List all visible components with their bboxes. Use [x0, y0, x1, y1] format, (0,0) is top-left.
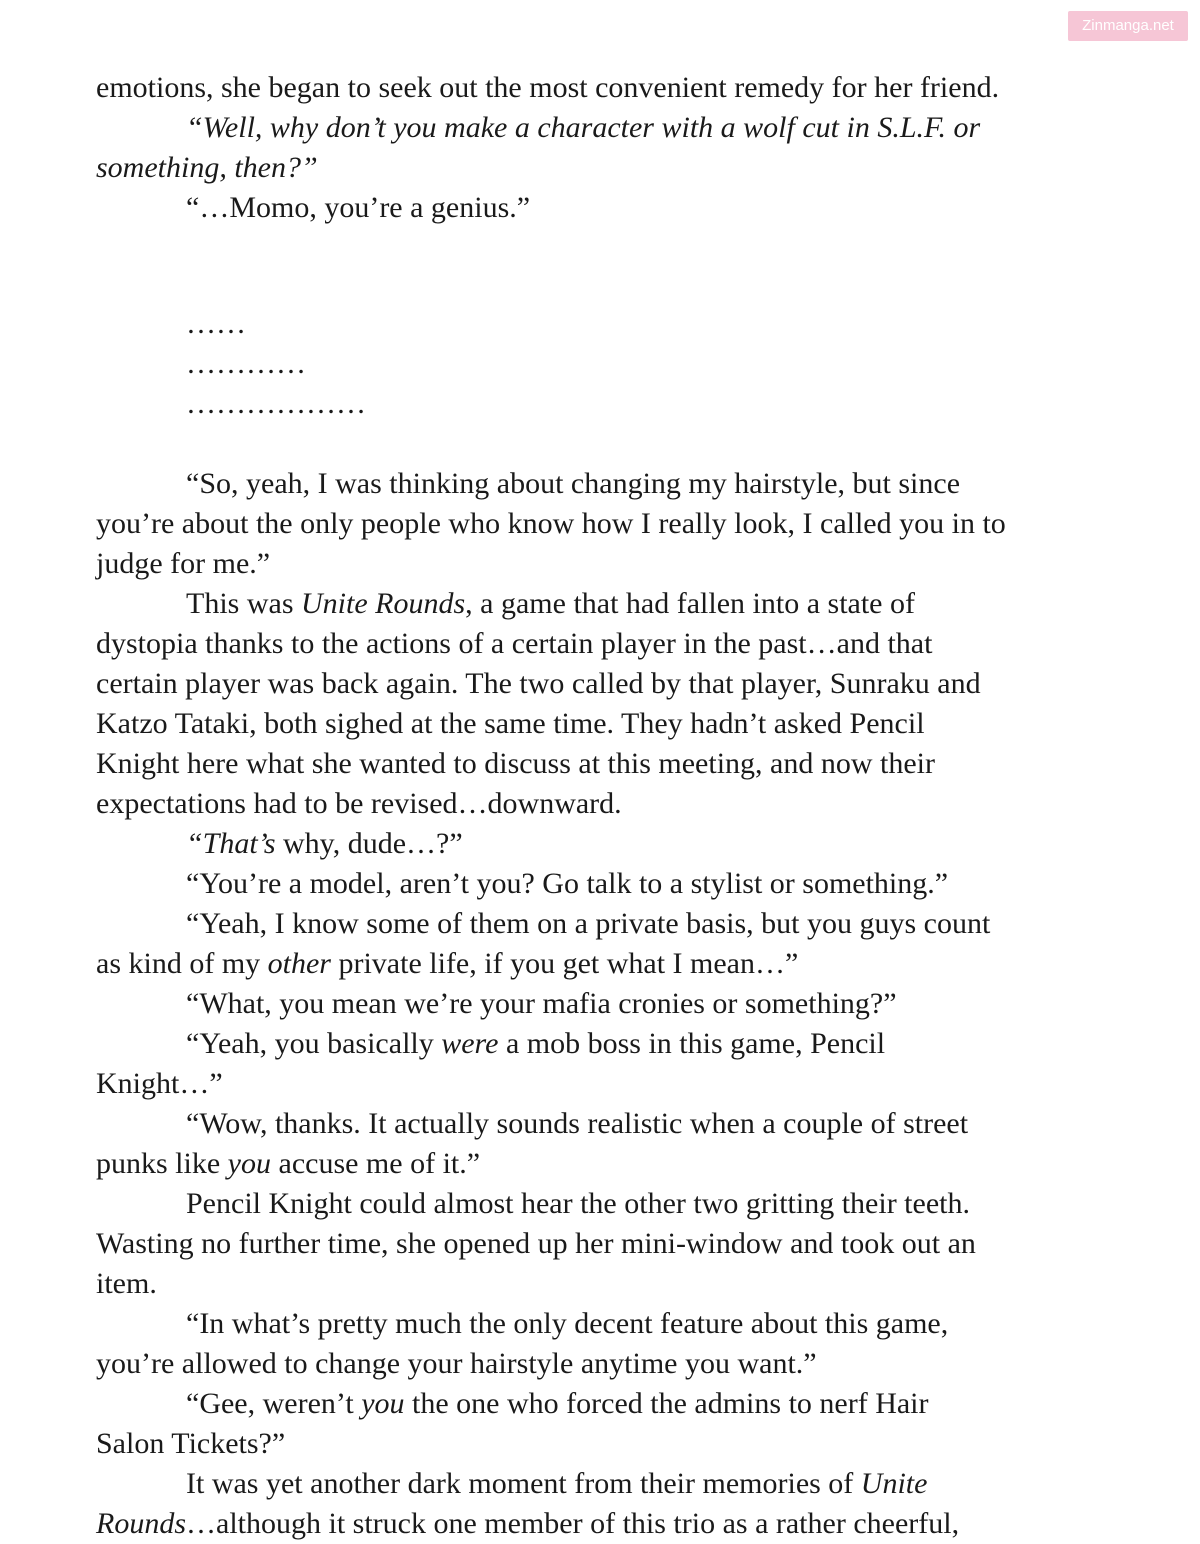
text-line: Knight…”	[96, 1067, 223, 1100]
italic-emphasis: you	[227, 1147, 271, 1180]
italic-emphasis: other	[267, 947, 331, 980]
italic-title: Unite Rounds	[301, 587, 466, 620]
text-line: “In what’s pretty much the only decent feature about this game,	[186, 1307, 949, 1340]
text-run: why, dude…?”	[275, 827, 463, 860]
text-run: as kind of my	[96, 947, 268, 980]
text-line: dystopia thanks to the actions of a certain player in the past…and that	[96, 627, 933, 660]
section-spacer	[96, 268, 1126, 304]
italic-dialogue: something, then?”	[96, 151, 318, 184]
text-line: item.	[96, 1267, 157, 1300]
text-run: the one who forced the admins to nerf Hair	[404, 1387, 929, 1420]
text-line	[96, 1024, 1126, 1064]
text-line: you’re allowed to change your hairstyle anytime you want.”	[96, 1347, 817, 1380]
text-line: “What, you mean we’re your mafia cronies or something?”	[186, 987, 897, 1020]
text-line	[96, 584, 1126, 624]
text-run: punks like	[96, 1147, 228, 1180]
ellipsis-line: ………………	[186, 387, 366, 420]
italic-emphasis: you	[361, 1387, 405, 1420]
text-line: “You’re a model, aren’t you? Go talk to a stylist or something.”	[186, 867, 949, 900]
ellipsis-line: …………	[186, 347, 306, 380]
text-line: “Yeah, I know some of them on a private basis, but you guys count	[186, 907, 991, 940]
ellipsis-line: ……	[186, 307, 246, 340]
text-line	[96, 824, 1126, 864]
text-run: It was yet another dark moment from their memories of	[186, 1467, 861, 1500]
text-line: Pencil Knight could almost hear the other two gritting their teeth.	[186, 1187, 970, 1220]
text-run: “Gee, weren’t	[186, 1387, 362, 1420]
text-line: Katzo Tataki, both sighed at the same time. They hadn’t asked Pencil	[96, 707, 925, 740]
text-line: Wasting no further time, she opened up her mini-window and took out an	[96, 1227, 976, 1260]
text-run: accuse me of it.”	[271, 1147, 481, 1180]
text-run: …although it struck one member of this trio as a rather cheerful,	[186, 1507, 960, 1540]
text-line	[96, 944, 1126, 984]
text-line: “…Momo, you’re a genius.”	[186, 191, 531, 224]
text-line	[96, 1464, 1126, 1504]
novel-page-text	[96, 68, 1126, 1544]
text-line	[96, 108, 1126, 148]
text-line: emotions, she began to seek out the most convenient remedy for her friend.	[96, 71, 1000, 104]
text-line	[96, 148, 1126, 188]
text-line: judge for me.”	[96, 547, 271, 580]
text-line: expectations had to be revised…downward.	[96, 787, 622, 820]
text-line: you’re about the only people who know how I really look, I called you in to	[96, 507, 1006, 540]
text-run: private life, if you get what I mean…”	[330, 947, 799, 980]
text-run: , a game that had fallen into a state of	[465, 587, 915, 620]
site-watermark: Zinmanga.net	[1068, 11, 1188, 41]
text-line: Knight here what she wanted to discuss at this meeting, and now their	[96, 747, 935, 780]
italic-title: Rounds	[96, 1507, 186, 1540]
text-line: Salon Tickets?”	[96, 1427, 286, 1460]
italic-title: Unite	[860, 1467, 928, 1500]
text-line: “So, yeah, I was thinking about changing my hairstyle, but since	[186, 467, 961, 500]
section-spacer	[96, 424, 1126, 464]
italic-emphasis: were	[441, 1027, 499, 1060]
text-run: This was	[186, 587, 301, 620]
text-line: “Wow, thanks. It actually sounds realistic when a couple of street	[186, 1107, 969, 1140]
text-line	[96, 1504, 1126, 1544]
section-spacer	[96, 228, 1126, 268]
italic-emphasis: “That’s	[186, 827, 276, 860]
text-line	[96, 1384, 1126, 1424]
text-run: a mob boss in this game, Pencil	[498, 1027, 886, 1060]
text-run: “Yeah, you basically	[186, 1027, 442, 1060]
italic-dialogue: “Well, why don’t you make a character with a wolf cut in S.L.F. or	[186, 111, 981, 144]
text-line: certain player was back again. The two called by that player, Sunraku and	[96, 667, 981, 700]
text-line	[96, 1144, 1126, 1184]
